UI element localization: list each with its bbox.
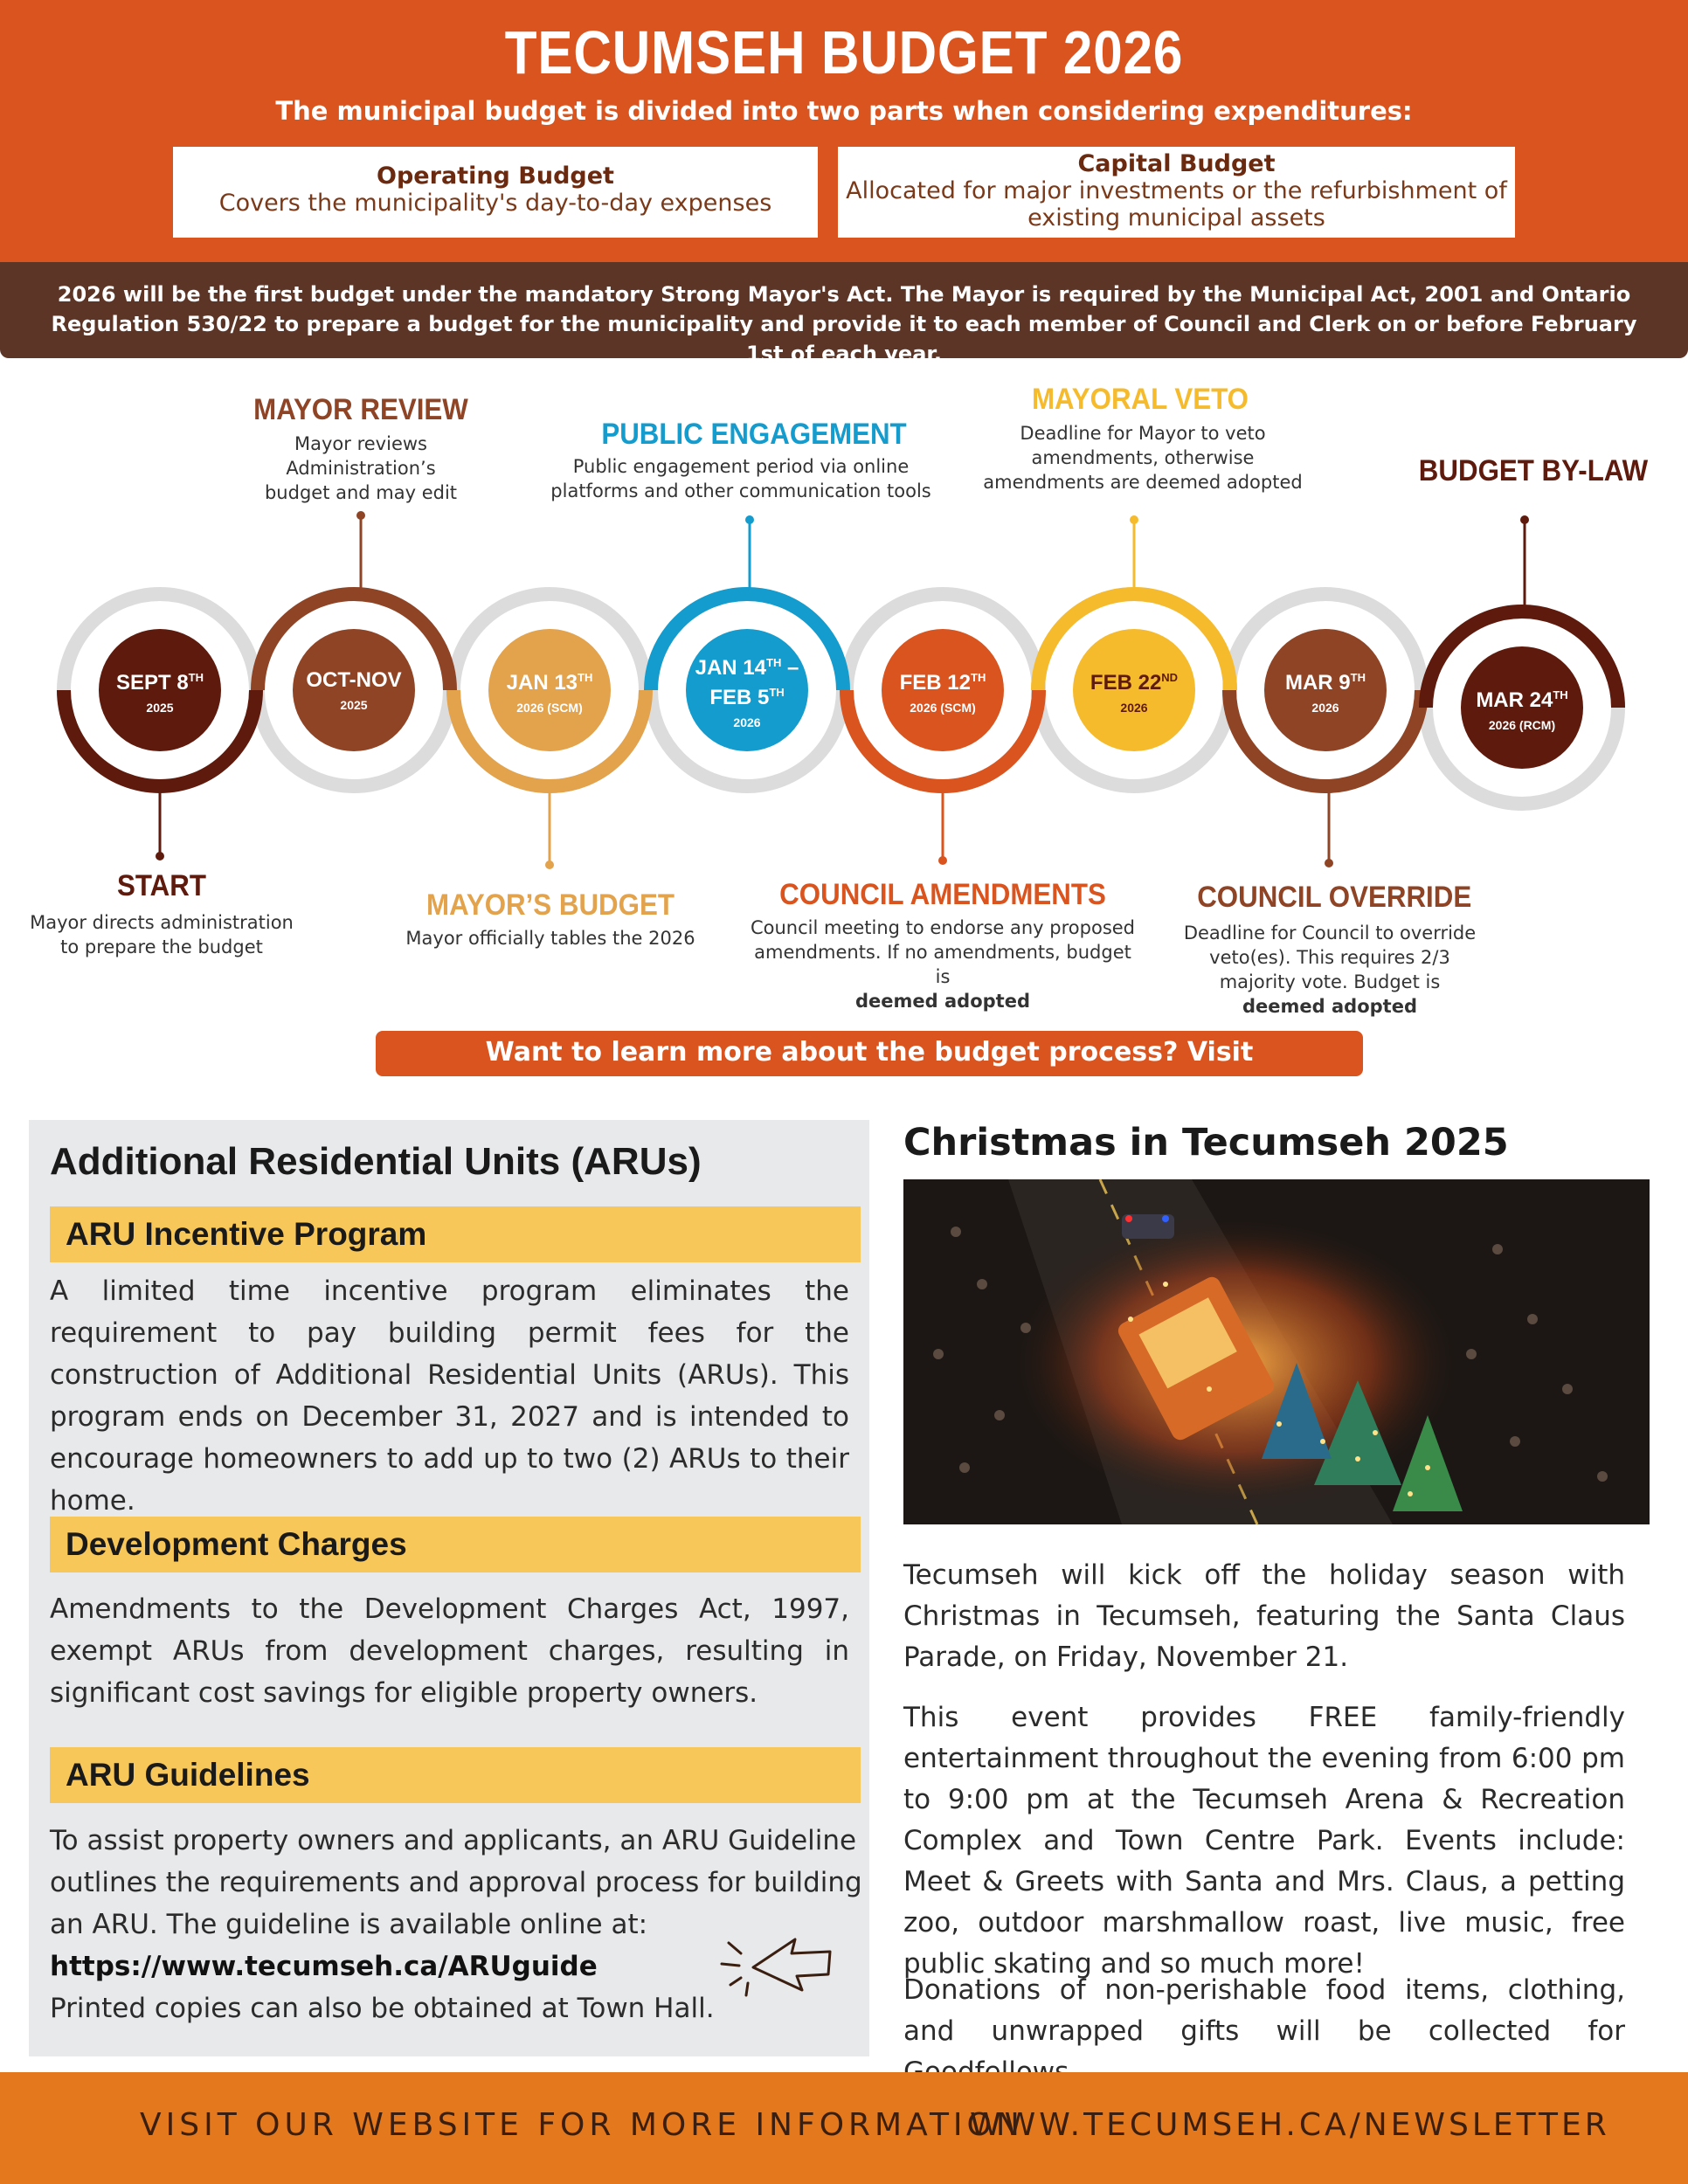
step-title-review: MAYOR REVIEW bbox=[253, 393, 468, 426]
page-title: TECUMSEH BUDGET 2026 bbox=[504, 18, 1184, 86]
footer-newsletter-link[interactable]: WWW.TECUMSEH.CA/NEWSLETTER bbox=[970, 2107, 1610, 2143]
date-engagement-start-suffix: TH bbox=[766, 656, 782, 669]
date-circle-mayors-budget bbox=[488, 629, 611, 751]
cursor-click-icon bbox=[716, 1932, 839, 2002]
date-override: MAR 9 bbox=[1284, 671, 1351, 695]
step-desc-override-bold: deemed adopted bbox=[1242, 996, 1417, 1017]
date-circle-veto bbox=[1073, 629, 1195, 751]
aru-incentive-heading: ARU Incentive Program bbox=[50, 1206, 861, 1262]
footer-visit-text: VISIT OUR WEBSITE FOR MORE INFORMATION bbox=[140, 2107, 1024, 2143]
capital-budget-desc: Allocated for major investments or the refurbishment of existing municipal assets bbox=[846, 177, 1507, 232]
date-bylaw: MAR 24 bbox=[1476, 688, 1553, 712]
connector-dot-start bbox=[156, 852, 164, 860]
date-start: SEPT 8 bbox=[115, 671, 189, 695]
aru-guidelines-desc: To assist property owners and applicants, an ARU Guideline outlines the requirements and approval process for building an ARU. The guideline is available online at: bbox=[50, 1825, 862, 1940]
capital-budget-title: Capital Budget bbox=[1077, 150, 1276, 177]
step-desc-review: Mayor reviews Administration’s budget and may edit bbox=[264, 433, 458, 503]
step-desc-engagement: Public engagement period via online platforms and other communication tools bbox=[550, 456, 931, 501]
christmas-paragraph-3: Donations of non-perishable food items, clothing, and unwrapped gifts will be collected for bbox=[903, 1974, 1625, 2047]
date-review: OCT-NOV bbox=[306, 668, 402, 692]
date-circle-override bbox=[1264, 629, 1387, 751]
date-engagement-end: FEB 5 bbox=[709, 686, 770, 709]
aru-guideline-link[interactable]: https://www.tecumseh.ca/ARUguide bbox=[50, 1951, 598, 1982]
aru-printed-copies-note: Printed copies can also be obtained at Town Hall. bbox=[50, 1993, 715, 2024]
step-desc-amendments bbox=[746, 916, 1139, 1013]
step-title-mayors-budget: MAYOR’S BUDGET bbox=[426, 888, 675, 922]
step-desc-veto: Deadline for Mayor to veto amendments, otherwise amendments are deemed adopted bbox=[983, 423, 1303, 493]
year-bylaw: 2026 (RCM) bbox=[1488, 718, 1556, 732]
aru-title: Additional Residential Units (ARUs) bbox=[50, 1140, 702, 1183]
connector-dot-override bbox=[1325, 859, 1333, 867]
year-mayors-budget: 2026 (SCM) bbox=[516, 701, 583, 715]
date-circle-start bbox=[99, 629, 221, 751]
budget-learn-more-link[interactable]: Want to learn more about the budget process? Visit tecumseh.ca/budget bbox=[376, 1031, 1363, 1076]
development-charges-text: Amendments to the Development Charges Act, 1997, exempt ARUs from development charges, resulting in significant cost savings for eligible property owners. bbox=[50, 1593, 849, 1709]
date-bylaw-suffix: TH bbox=[1553, 688, 1568, 702]
step-title-start: START bbox=[117, 869, 206, 902]
year-engagement: 2026 bbox=[733, 715, 761, 729]
aru-incentive-text: A limited time incentive program eliminates the requirement to pay building permit fees for the construction of Additional Residential Units (ARUs). This program ends on December 31, 2027 and is intended to encourage homeowners to add up to two (2) ARUs to their home. bbox=[50, 1275, 849, 1517]
step-desc-amendments-text: Council meeting to endorse any proposed amendments. If no amendments, budget is bbox=[750, 917, 1136, 987]
step-title-override: COUNCIL OVERRIDE bbox=[1197, 881, 1472, 914]
connector-dot-mayors-budget bbox=[545, 860, 554, 869]
date-mayors-budget: JAN 13 bbox=[506, 671, 578, 695]
connector-dot-veto bbox=[1130, 515, 1138, 524]
christmas-paragraph-1: Tecumseh will kick off the holiday season with Christmas in Tecumseh, featuring the Santa Claus Parade, on Friday, November 21. bbox=[903, 1559, 1625, 1673]
date-circle-engagement bbox=[686, 629, 808, 751]
operating-budget-title: Operating Budget bbox=[377, 162, 614, 190]
step-title-bylaw: BUDGET BY-LAW bbox=[1418, 454, 1649, 487]
year-veto: 2026 bbox=[1120, 701, 1148, 715]
parade-photo-art bbox=[903, 1179, 1650, 1524]
year-amendments: 2026 (SCM) bbox=[910, 701, 976, 715]
header-subtitle: The municipal budget is divided into two parts when considering expenditures: bbox=[275, 96, 1413, 126]
budget-timeline bbox=[0, 367, 1688, 1083]
date-engagement-dash: – bbox=[781, 656, 799, 680]
strong-mayor-notice: 2026 will be the first budget under the mandatory Strong Mayor's Act. The Mayor is required by the Municipal Act, 2001 and Ontario Regulation 530/22 to prepare a budget for the municipality and provide it to each member of Council and Clerk on or before February 1st of each year. bbox=[0, 262, 1688, 358]
date-amendments-suffix: TH bbox=[971, 671, 986, 684]
step-desc-mayors-budget: Mayor officially tables the 2026 bbox=[405, 928, 695, 949]
aru-guidelines-heading: ARU Guidelines bbox=[50, 1747, 861, 1803]
date-veto-suffix: ND bbox=[1161, 671, 1179, 684]
date-mayors-budget-suffix: TH bbox=[578, 671, 593, 684]
year-start: 2025 bbox=[146, 701, 174, 715]
capital-budget-box bbox=[838, 147, 1515, 238]
date-override-suffix: TH bbox=[1350, 671, 1366, 684]
date-circle-bylaw bbox=[1461, 646, 1583, 769]
christmas-paragraph-2: This event provides FREE family-friendly entertainment throughout the evening from 6:00 pm to 9:00 pm at the Tecumseh Arena & Recreation Complex and Town Centre Park. Events include: Meet & Greets with Santa and Mrs. Claus, a petting zoo, outdoor marshmallow roast, live music, free public skating and so much more! bbox=[903, 1702, 1625, 1980]
year-override: 2026 bbox=[1311, 701, 1339, 715]
date-veto: FEB 22 bbox=[1090, 671, 1162, 695]
step-desc-start: Mayor directs administration to prepare the budget bbox=[30, 912, 294, 957]
operating-budget-box bbox=[173, 147, 818, 238]
date-circle-amendments bbox=[882, 629, 1004, 751]
christmas-title: Christmas in Tecumseh 2025 bbox=[903, 1121, 1509, 1165]
date-circle-review bbox=[293, 629, 415, 751]
development-charges-heading: Development Charges bbox=[50, 1517, 861, 1572]
step-title-veto: MAYORAL VETO bbox=[1032, 383, 1249, 416]
step-desc-override-text: Deadline for Council to override veto(es). This requires 2/3 majority vote. Budget is bbox=[1183, 923, 1477, 992]
connector-dot-bylaw bbox=[1520, 515, 1529, 524]
connector-dot-engagement bbox=[745, 515, 754, 524]
santa-parade-photo bbox=[903, 1179, 1650, 1524]
date-engagement-start: JAN 14 bbox=[695, 656, 766, 680]
date-amendments: FEB 12 bbox=[899, 671, 972, 695]
connector-dot-review bbox=[356, 511, 365, 520]
date-start-suffix: TH bbox=[188, 671, 204, 684]
step-title-engagement: PUBLIC ENGAGEMENT bbox=[601, 418, 907, 451]
step-title-amendments: COUNCIL AMENDMENTS bbox=[779, 878, 1106, 911]
connector-dot-amendments bbox=[938, 856, 947, 865]
year-review: 2025 bbox=[340, 698, 368, 712]
step-desc-amendments-bold: deemed adopted bbox=[855, 991, 1030, 1012]
operating-budget-desc: Covers the municipality's day-to-day expenses bbox=[218, 190, 772, 217]
step-desc-override bbox=[1177, 921, 1483, 1019]
date-engagement-end-suffix: TH bbox=[769, 686, 785, 699]
